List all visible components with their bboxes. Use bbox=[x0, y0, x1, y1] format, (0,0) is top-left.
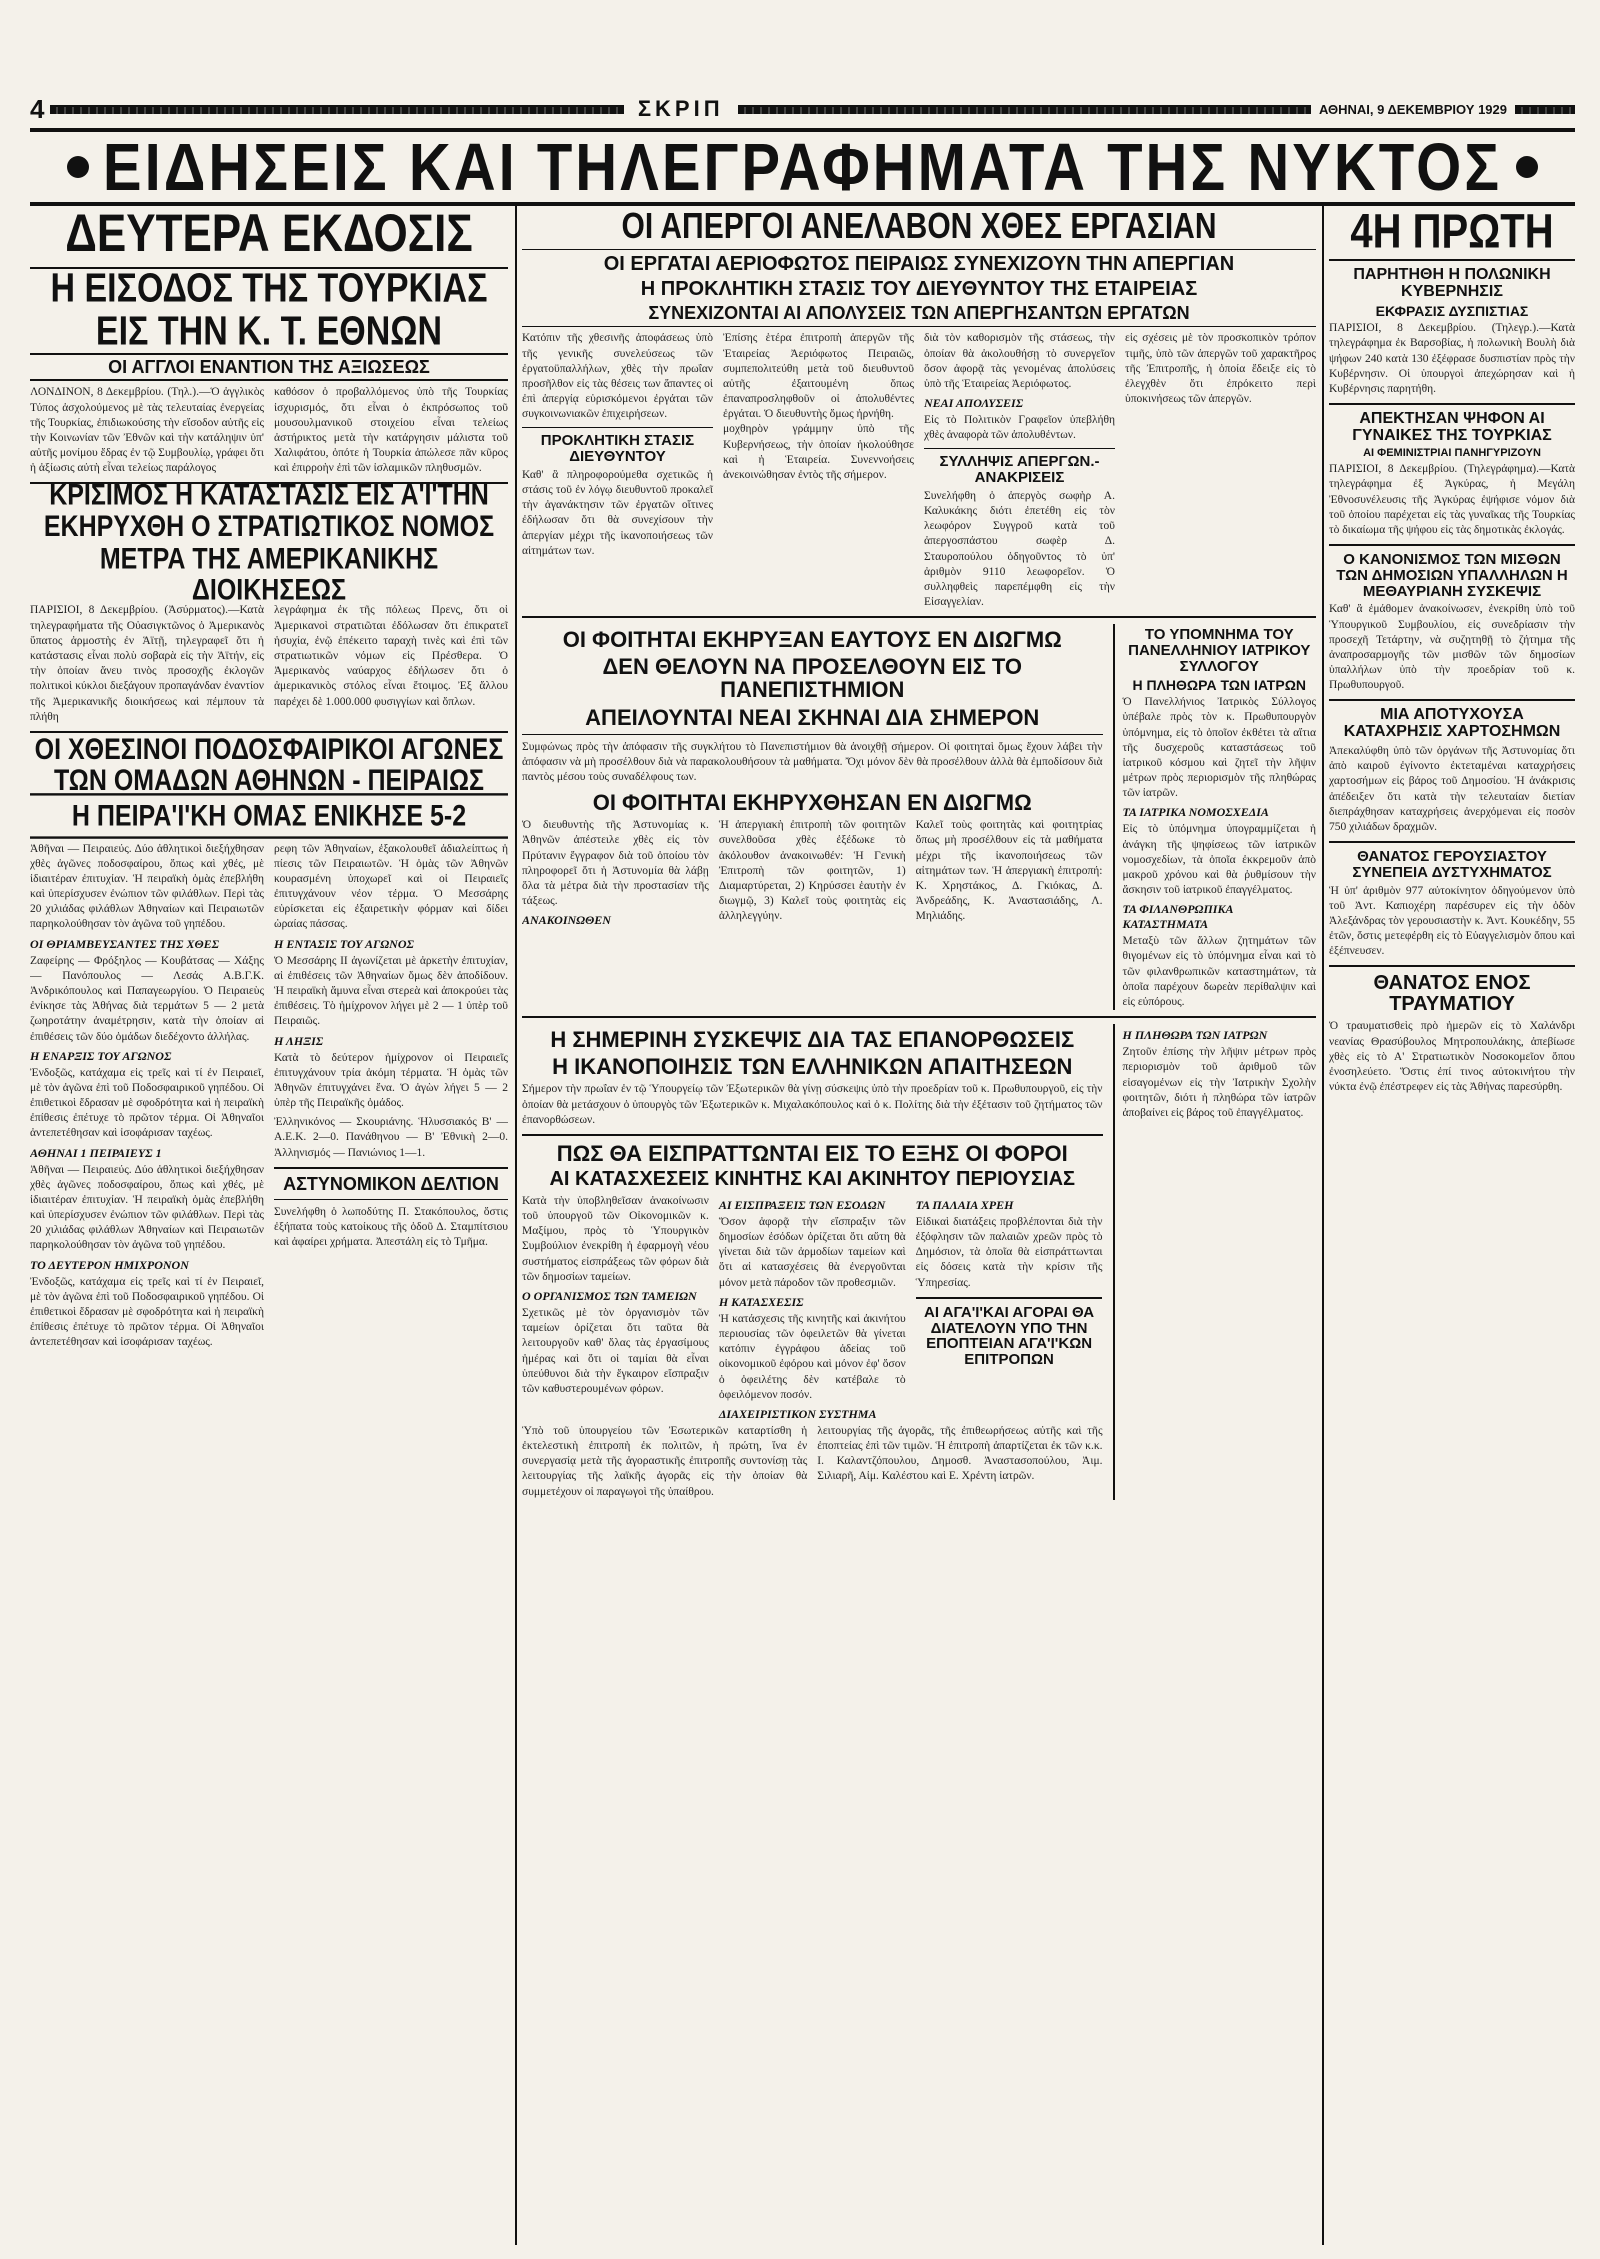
greek-block bbox=[522, 1024, 1103, 1500]
strike-text-c: διὰ τὸν καθορισμὸν τῆς στάσεως, τὴν ὁποίαν θὰ ἀκολουθήσῃ τὸ συνεργεῖον ὅσον ἀφορᾷ τὰς γενομένας ἀπολύσεις ὑπὸ τῆς Ἑταιρείας Ἀεριόφωτος. bbox=[924, 332, 1115, 390]
students-text-4: Καλεῖ τοὺς φοιτητὰς καὶ φοιτητρίας ὅπως μὴ προσέλθουν εἰς τὰ μαθήματα μέχρι τῆς ἱκανοποιήσεως τῶν αἰτημάτων των. Ἡ ἀπεργιακὴ ἐπιτροπή: Κ. Χρηστάκος, Δ. Γκιόκας, Δ. Ἀνδρεάδης, Κ. Ἀναστασιάδης, Λ. Μηλιάδης. bbox=[915, 819, 1103, 923]
divider bbox=[1329, 965, 1575, 967]
tax-text-2: Σχετικῶς μὲ τὸν ὀργανισμὸν τῶν ταμείων ὁρίζεται ὅτι ταῦτα θὰ λειτουργοῦν καθ' ὅλας τὰς ἐργασίμους ἡμέρας καὶ ὅτι οἱ ταμίαι θὰ εἶναι ὑπεύθυνοι διὰ τὴν ἔγκαιρον εἴσπραξιν τῶν καθυστερουμένων φόρων. bbox=[522, 1306, 709, 1395]
tax-article bbox=[522, 1194, 1103, 1424]
football-article bbox=[30, 842, 508, 1351]
tax-subhead-treasuries: Ο ΟΡΓΑΝΙΣΜΟΣ ΤΩΝ ΤΑΜΕΙΩΝ bbox=[522, 1288, 697, 1303]
divider bbox=[274, 1167, 508, 1169]
death-text: Ὁ τραυματισθεὶς πρὸ ἡμερῶν εἰς τὸ Χαλάνδρι νεανίας Θρασύβουλος Μητροπουλάκης, ἀπεβίωσε χθὲς εἰς τὸ Α' Στρατιωτικὸν Νοσοκομεῖον ὅπου ἐνοσηλεύετο. Ὅστις ἐπί τινος αὐτοκινήτου τὴν νύκτα ἐνῷ ἐπέστρεφεν εἰς τὰς Ἀθήνας παρεσύρθη. bbox=[1329, 1020, 1575, 1094]
masthead-rule-right bbox=[1515, 105, 1575, 114]
salaries-text: Καθ' ἃ ἐμάθομεν ἀνακοίνωσεν, ἐνεκρίθη ὑπὸ τοῦ Ὑπουργικοῦ Συμβουλίου, εἰς συνεδρίασιν τὴν προσεχῆ Τετάρτην, νὰ συζητηθῇ τὸ ζήτημα τῆς ἀναπροσαρμογῆς τῶν μισθῶν τῶν δημοσίων ὑπαλλήλων ὑπὸ τὴν προεδρίαν τοῦ κ. Πρωθυπουργοῦ. bbox=[1329, 603, 1575, 692]
tax-subhead-management: ΔΙΑΧΕΙΡΙΣΤΙΚΟΝ ΣΥΣΤΗΜΑ bbox=[718, 1406, 877, 1421]
football-subhead-end: Η ΛΗΞΙΣ bbox=[274, 1033, 324, 1048]
strike-sub-3: ΣΥΝΕΧΙΖΟΝΤΑΙ ΑΙ ΑΠΟΛΥΣΕΙΣ ΤΩΝ ΑΠΕΡΓΗΣΑΝΤΩΝ ΕΡΓΑΤΩΝ bbox=[522, 304, 1316, 328]
senator-text: Ἡ ὑπ' ἀριθμὸν 977 αὐτοκίνητον ὁδηγούμενον ὑπὸ τοῦ Ἀντ. Καπιοχέρη παρέσυρεν εἰς τὴν ὁδὸν Ἀλεξάνδρας τὸν γερουσιαστὴν κ. Ἀντ. Κουκέδην, 55 ἐτῶν, ὅστις μετεφέρθη εἰς τὸ Εὐαγγελισμὸν ὅπου καὶ ἐξέπνευσεν. bbox=[1329, 884, 1575, 958]
strike-text-a: Κατόπιν τῆς χθεσινῆς ἀποφάσεως ὑπὸ τῆς γενικῆς συνελεύσεως τῶν ἐργατοϋπαλλήλων, χθὲς τὴν πρωΐαν προσῆλθον εἰς τὰς θέσεις των ἅπαντες οἱ ἐπὶ ἀπεργίᾳ εὑρισκόμενοι ἐργάται τῶν συγκοινωνιακῶν ἐπιχειρήσεων. bbox=[522, 332, 713, 421]
football-col2-text: ρεφη τῶν Ἀθηναίων, ἐξακολουθεῖ ἀδιαλείπτως ἡ πίεσις τῶν Πειραιωτῶν. Ἡ ὁμὰς τῶν Ἀθηνῶν κουρασμένη ὑποχωρεῖ καὶ οἱ Πειραιεῖς ἐπιτυγχάνουν νέον τέρμα. Ὁ Μεσσάρης εὑρίσκεται εἰς ἐξαιρετικὴν φόρμαν καὶ δίδει ὡραίας πάσσας. bbox=[274, 842, 508, 931]
page-number: 4 bbox=[30, 93, 45, 124]
ornament-left-icon bbox=[67, 156, 89, 178]
last-hour-heading: 4Η ΠΡΩΤΗ bbox=[1350, 205, 1554, 259]
divider bbox=[1329, 259, 1575, 261]
doctors-subheadline: Η ΠΛΗΘΩΡΑ ΤΩΝ ΙΑΤΡΩΝ bbox=[1132, 676, 1307, 693]
students-and-doctors-row bbox=[522, 624, 1316, 1010]
strike-article bbox=[522, 331, 1316, 610]
tax-subhead-seizure: Η ΚΑΤΑΣΧΕΣΙΣ bbox=[718, 1294, 804, 1309]
students-sub-1: ΔΕΝ ΘΕΛΟΥΝ ΝΑ ΠΡΟΣΕΛΘΟΥΝ ΕΙΣ ΤΟ ΠΑΝΕΠΙΣΤΗΜΙΟΝ bbox=[602, 654, 1023, 703]
students-article-2 bbox=[522, 818, 1103, 930]
football-subhead-start: Η ΕΝΑΡΞΙΣ ΤΟΥ ΑΓΩΝΟΣ bbox=[30, 1048, 172, 1063]
turkey-article bbox=[30, 385, 508, 476]
haiti-text-b: λεγράφημα ἐκ τῆς πόλεως Πρενς, ὅτι οἱ Ἀμερικανοὶ στρατιῶται ἐδόλωσαν ὅτι ἐπικρατεῖ ἡσυχία, ἐνῷ ἐπέκειτο ταραχὴ τινὲς καὶ ἐπὶ τῶν στρατιωτικῶν νόμων εἰς Πρέσθερα. Ὁ Ἀμερικανὸς ναύαρχος ἐδήλωσεν ὅτι ὁ ἀμερικανικὸς στόλος εἶναι ἕτοιμος. Ἐξ ἄλλου παρέχει δὲ 1.000.000 φυσιγγίων καὶ ὅπλων. bbox=[274, 604, 508, 708]
turkey-text-b: καθόσον ὁ προβαλλόμενος ὑπὸ τῆς Τουρκίας ἰσχυρισμός, ὅτι εἶναι ὁ ἐκπρόσωπος τοῦ μουσουλμανικοῦ στοιχείου εἶναι τελείως ἀστήρικτος μετὰ τὴν κατάργησιν μάλιστα τοῦ Χαλιφάτου, ὁπότε ἡ Τουρκία ἀπώλεσε πᾶν κῦρος καὶ ἐπιρροὴν ἐπὶ τῶν ἰσλαμικῶν πληθυσμῶν. bbox=[274, 386, 508, 475]
masthead bbox=[30, 93, 1575, 124]
new-dismissals-subhead: ΝΕΑΙ ΑΠΟΛΥΣΕΙΣ bbox=[924, 396, 1024, 411]
turkish-women-subheadline: ΑΙ ΦΕΜΙΝΙΣΤΡΙΑΙ ΠΑΝΗΓΥΡΙΖΟΥΝ bbox=[1363, 446, 1541, 459]
students-block bbox=[522, 624, 1103, 1010]
strike-sub-2: Η ΠΡΟΚΛΗΤΙΚΗ ΣΤΑΣΙΣ ΤΟΥ ΔΙΕΥΘΥΝΤΟΥ ΤΗΣ ΕΤΑΙΡΕΙΑΣ bbox=[640, 277, 1198, 300]
stamps-headline: ΜΙΑ ΑΠΟΤΥΧΟΥΣΑ ΚΑΤΑΧΡΗΣΙΣ ΧΑΡΤΟΣΗΜΩΝ bbox=[1343, 706, 1561, 741]
strike-text-d: Εἰς τὸ Πολιτικὸν Γραφεῖον ὑπεβλήθη χθὲς ἀναφορὰ τῶν ἀπολυθέντων. bbox=[924, 414, 1115, 442]
football-text-a-repeat: Ἀθῆναι — Πειραιεύς. Δύο ἀθλητικοὶ διεξήχθησαν χθὲς ἀγῶνες ποδοσφαίρου, ὅπως καὶ χθές, μὲ ἰδιαιτέραν ἐπιτυχίαν. Ἡ πειραϊκὴ ὁμὰς ἐπεβλήθη καὶ ὑπερίσχυσεν ἐνώπιον τῶν φιλάθλων. Περὶ τὰς 20 χιλιάδας φιλάθλων Ἀθηναίων καὶ Πειραιωτῶν παρηκολούθησαν τὸν ἀγῶνα τοῦ γηπέδου. bbox=[30, 1163, 264, 1252]
tax-subhead-revenue: ΑΙ ΕΙΣΠΡΑΞΕΙΣ ΤΩΝ ΕΣΟΔΩΝ bbox=[718, 1197, 886, 1212]
police-text: Συνελήφθη ὁ λωποδύτης Π. Στακόπουλος, ὅστις ἐξήπατα τοὺς κατοίκους τῆς ὁδοῦ Δ. Σταμπίτσιου καὶ ἀφαίρει χρήματα. Ἀπεστάλη εἰς τὸ Τμῆμα. bbox=[274, 1205, 508, 1248]
haiti-text-a: ΠΑΡΙΣΙΟΙ, 8 Δεκεμβρίου. (Ἀσύρματος).—Κατὰ τηλεγραφήματα τῆς Οὐασιγκτῶνος ὁ Ἀμερικανὸς ὕπατος ἁρμοστὴς ἐν Ἁϊτῇ, τηλεγραφεῖ ὅτι ἡ κατάστασις εἶναι πολὺ σοβαρὰ εἰς τὴν Ἁϊτήν, εἰς τὴν ὁποίαν ἄνευ τινὸς προσοχῆς ἐκλογῶν πολιτικοὶ κύκλοι διεξάγουν προπαγάνδαν ἐναντίον τῆς Ἀμερικανικῆς διοικήσεως καὶ πέμπουν τὰ πλήθη bbox=[30, 604, 264, 723]
market-text: Ὑπὸ τοῦ ὑπουργείου τῶν Ἐσωτερικῶν καταρτίσθη ἡ ἐκτελεστικὴ ἐπιτροπὴ ἐκ πολιτῶν, ἡ πρώτη, ἵνα ἐν συνεργασίᾳ μετὰ τῆς ἀγοραστικῆς ἐπιτροπῆς συντονίσῃ τὰς λειτουργίας τῆς λαϊκῆς ἀγορᾶς εἰς τὴν ὁποίαν θὰ συμμετέχουν οἱ παραγωγοὶ τῆς ὑπαίθρου. bbox=[522, 1424, 808, 1498]
doctors-text: Ὁ Πανελλήνιος Ἰατρικὸς Σύλλογος ὑπέβαλε πρὸς τὸν κ. Πρωθυπουργὸν ὑπόμνημα, εἰς τὸ ὁποῖον ἐκθέτει τὰ αἴτια τῆς δυσχεροῦς καταστάσεως τοῦ ἰατρικοῦ κόσμου καὶ ζητεῖ τὴν λῆψιν μέτρων πρὸς περιορισμὸν τῆς πληθώρας τῶν ἰατρῶν. bbox=[1122, 696, 1316, 800]
football-subhead-intensity: Η ΕΝΤΑΣΙΣ ΤΟΥ ΑΓΩΝΟΣ bbox=[274, 936, 414, 951]
greek-claims-text: Σήμερον τὴν πρωΐαν ἐν τῷ Ὑπουργείῳ τῶν Ἐξωτερικῶν θὰ γίνῃ σύσκεψις ὑπὸ τὴν προεδρίαν τοῦ κ. Πρωθυπουργοῦ, εἰς τὴν ὁποίαν θὰ μετάσχουν ὁ ὑπουργὸς τῶν Ἐξωτερικῶν κ. Μιχαλακόπουλος καὶ ὁ κ. Πολίτης διὰ τὴν ἐξέτασιν τοῦ ζητήματος τῶν ἐπανορθώσεων. bbox=[522, 1083, 1103, 1126]
divider bbox=[1329, 544, 1575, 546]
turkey-headline: Η ΕΙΣΟΔΟΣ ΤΗΣ ΤΟΥΡΚΙΑΣ ΕΙΣ ΤΗΝ Κ. Τ. ΕΘΝΩΝ bbox=[50, 265, 488, 355]
doctors-block bbox=[1113, 624, 1317, 1010]
senator-headline: ΘΑΝΑΤΟΣ ΓΕΡΟΥΣΙΑΣΤΟΥ ΣΥΝΕΠΕΙΑ ΔΥΣΤΥΧΗΜΑΤΟΣ bbox=[1352, 848, 1552, 881]
section-banner bbox=[30, 128, 1575, 206]
football-text-a: Ἀθῆναι — Πειραιεύς. Δύο ἀθλητικοὶ διεξήχθησαν χθὲς ἀγῶνες ποδοσφαίρου, ὅπως καὶ χθές, μὲ ἰδιαιτέραν ἐπιτυχίαν. Ἡ πειραϊκὴ ὁμὰς ἐπεβλήθη καὶ ὑπερίσχυσεν ἐνώπιον τῶν φιλάθλων. Περὶ τὰς 20 χιλιάδας φιλάθλων Ἀθηναίων καὶ Πειραιωτῶν παρηκολούθησαν τὸν ἀγῶνα τοῦ γηπέδου. bbox=[30, 842, 264, 931]
tax-headline: ΠΩΣ ΘΑ ΕΙΣΠΡΑΤΤΩΝΤΑΙ ΕΙΣ ΤΟ ΕΞΗΣ ΟΙ ΦΟΡΟΙ bbox=[556, 1140, 1068, 1166]
left-column bbox=[30, 205, 508, 2245]
divider bbox=[274, 1199, 508, 1200]
column-divider bbox=[515, 205, 517, 2245]
center-column bbox=[522, 205, 1316, 2245]
provocative-text-b: μοχθηρὸν γράμμην ὑπὸ τῆς Κυβερνήσεως, τὴν ὁποίαν ἠκολούθησε καὶ ἡ Ἑταιρεία. Συνεννοήσεις ἀνεκοινώθησαν ἐντὸς τῆς σήμερον. bbox=[723, 423, 914, 481]
turkish-women-headline: ΑΠΕΚΤΗΣΑΝ ΨΗΦΟΝ ΑΙ ΓΥΝΑΙΚΕΣ ΤΗΣ ΤΟΥΡΚΙΑΣ bbox=[1352, 410, 1552, 444]
divider bbox=[1329, 699, 1575, 701]
football-subhead-athens-piraeus: ΑΘΗΝΑΙ 1 ΠΕΙΡΑΙΕΥΣ 1 bbox=[30, 1145, 162, 1160]
provocative-text: Καθ' ἃ πληροφορούμεθα σχετικῶς ἡ στάσις τοῦ ἐν λόγῳ διευθυντοῦ προκαλεῖ τὴν ἀγανάκτησιν τῶν ἐργατῶν οἵτινες ἐδήλωσαν ὅτι θὰ συνεχίσουν τὴν ἀπεργίαν μέχρι τῆς ἱκανοποιήσεως τῶν αἰτημάτων των. bbox=[522, 468, 713, 557]
divider bbox=[522, 1016, 1316, 1018]
tax-subheadline: ΑΙ ΚΑΤΑΣΧΕΣΕΙΣ ΚΙΝΗΤΗΣ ΚΑΙ ΑΚΙΝΗΤΟΥ ΠΕΡΙΟΥΣΙΑΣ bbox=[549, 1167, 1076, 1190]
paper-name: ΣΚΡΙΠ bbox=[637, 96, 724, 121]
polish-government-headline: ΠΑΡΗΤΗΘΗ Η ΠΟΛΩΝΙΚΗ ΚΥΒΕΡΝΗΣΙΣ bbox=[1353, 266, 1551, 300]
haiti-article bbox=[30, 603, 508, 724]
provocative-headline: ΠΡΟΚΛΗΤΙΚΗ ΣΤΑΣΙΣ ΔΙΕΥΘΥΝΤΟΥ bbox=[540, 432, 695, 466]
doctors-continued bbox=[1113, 1024, 1317, 1500]
students-sub-2: ΑΠΕΙΛΟΥΝΤΑΙ ΝΕΑΙ ΣΚΗΝΑΙ ΔΙΑ ΣΗΜΕΡΟΝ bbox=[585, 704, 1040, 730]
strike-text-b: Ἐπίσης ἑτέρα ἐπιτροπὴ ἀπεργῶν τῆς Ἑταιρείας Ἀεριόφωτος Πειραιῶς, συμπεπολιτεύθη μετὰ τοῦ διευθυντοῦ αὐτῆς ἐξαιτουμένη ὅπως ἐπαναπροσληφθοῦν οἱ ἀπολυθέντες ἐργάται. Ὁ διευθυντὴς ὅμως ἠρνήθη. bbox=[723, 332, 914, 421]
football-subhead-second-half: ΤΟ ΔΕΥΤΕΡΟΝ ΗΜΙΧΡΟΝΟΝ bbox=[30, 1257, 189, 1272]
market-headline: ΑΙ ΑΓΑ'Ι'ΚΑΙ ΑΓΟΡΑΙ ΘΑ ΔΙΑΤΕΛΟΥΝ ΥΠΟ ΤΗΝ ΕΠΟΠΤΕΙΑΝ ΑΓΑ'Ι'ΚΩΝ ΕΠΙΤΡΟΠΩΝ bbox=[924, 1303, 1095, 1369]
salaries-headline: Ο ΚΑΝΟΝΙΣΜΟΣ ΤΩΝ ΜΙΣΘΩΝ ΤΩΝ ΔΗΜΟΣΙΩΝ ΥΠΑΛΛΗΛΩΝ Η ΜΕΘΑΥΡΙΑΝΗ ΣΥΣΚΕΨΙΣ bbox=[1336, 551, 1568, 600]
debts-subhead: ΤΑ ΠΑΛΑΙΑ ΧΡΕΗ bbox=[915, 1197, 1014, 1212]
football-text-b: Ζαφείρης — Φρόξηλος — Κουβάτσας — Χάξης — Πανόπουλος — Λεσάς Α.Β.Γ.Κ. Ἀνδρικόπουλος καὶ Παπαγεωργίου. Ὁ Πειραιεὺς ἐνίκησε τὰς Ἀθήνας διὰ τερμάτων 5 — 2 μετὰ ζωηροτάτην ἀναμέτρησιν, κατὰ τὴν ὁποίαν αἱ ἐπιθέσεις τῶν δύο ὁμάδων διεδέχοντο ἀλλήλας. bbox=[30, 954, 264, 1043]
divider bbox=[522, 427, 713, 428]
doctors-subhead-charity: ΤΑ ΦΙΛΑΝΘΡΩΠΙΚΑ ΚΑΤΑΣΤΗΜΑΤΑ bbox=[1122, 902, 1233, 932]
strike-headline: ΟΙ ΑΠΕΡΓΟΙ ΑΝΕΛΑΒΟΝ ΧΘΕΣ ΕΡΓΑΣΙΑΝ bbox=[621, 206, 1217, 247]
doctors-text-3: Μεταξὺ τῶν ἄλλων ζητημάτων τῶν θιγομένων εἰς τὸ ὑπόμνημα εἶναι καὶ τὸ τῶν φιλανθρωπικῶν καταστημάτων, τὰ ὁποῖα παρέχουν δωρεὰν περίθαλψιν καὶ εἰς εὐπόρους. bbox=[1122, 935, 1316, 1008]
doctors-headline: ΤΟ ΥΠΟΜΝΗΜΑ ΤΟΥ ΠΑΝΕΛΛΗΝΙΟΥ ΙΑΤΡΙΚΟΥ ΣΥΛΛΟΓΟΥ bbox=[1128, 626, 1311, 675]
masthead-rule-left bbox=[50, 105, 623, 114]
strike-sub-1: ΟΙ ΕΡΓΑΤΑΙ ΑΕΡΙΟΦΩΤΟΣ ΠΕΙΡΑΙΩΣ ΣΥΝΕΧΙΖΟΥΝ ΤΗΝ ΑΠΕΡΓΙΑΝ bbox=[522, 249, 1316, 275]
tax-text: Κατὰ τὴν ὑποβληθεῖσαν ἀνακοίνωσιν τοῦ ὑπουργοῦ τῶν Οἰκονομικῶν κ. Μαξίμου, πρὸς τὸ Ὑπουργικὸν Συμβούλιον ἐνεκρίθη ἡ ἐφαρμογὴ νέου συστήματος εἰσπράξεως τῶν φόρων διὰ τῶν δημοσίων ταμείων. bbox=[522, 1194, 709, 1283]
turkey-subheadline: ΟΙ ΑΓΓΛΟΙ ΕΝΑΝΤΙΟΝ ΤΗΣ ΑΞΙΩΣΕΩΣ bbox=[30, 353, 508, 382]
football-headline: ΟΙ ΧΘΕΣΙΝΟΙ ΠΟΔΟΣΦΑΙΡΙΚΟΙ ΑΓΩΝΕΣ ΤΩΝ ΟΜΑΔΩΝ ΑΘΗΝΩΝ - ΠΕΙΡΑΙΩΣ bbox=[34, 732, 504, 798]
divider bbox=[522, 616, 1316, 618]
right-column bbox=[1329, 205, 1575, 2245]
football-subheadline: Η ΠΕΙΡΑ'Ι'ΚΗ ΟΜΑΣ ΕΝΙΚΗΣΕ 5-2 bbox=[30, 794, 508, 840]
haiti-headline: ΚΡΙΣΙΜΟΣ Η ΚΑΤΑΣΤΑΣΙΣ ΕΙΣ Α'Ι'ΤΗΝ ΕΚΗΡΥΧΘΗ Ο ΣΤΡΑΤΙΩΤΙΚΟΣ ΝΟΜΟΣ ΜΕΤΡΑ ΤΗΣ ΑΜΕΡΙΚΑΝΙΚΗΣ ΔΙΟΙΚΗΣΕΩΣ bbox=[43, 478, 495, 607]
students-headline-2: ΟΙ ΦΟΙΤΗΤΑΙ ΕΚΗΡΥΧΘΗΣΑΝ ΕΝ ΔΙΩΓΜΩ bbox=[592, 790, 1032, 816]
ornament-right-icon bbox=[1516, 156, 1538, 178]
divider bbox=[522, 734, 1103, 735]
polish-government-subheadline: ΕΚΦΡΑΣΙΣ ΔΥΣΠΙΣΤΙΑΣ bbox=[1375, 302, 1529, 319]
polish-government-text: ΠΑΡΙΣΙΟΙ, 8 Δεκεμβρίου. (Τηλεγρ.).—Κατὰ τηλεγράφημα ἐκ Βαρσοβίας, ἡ πολωνικὴ Βουλὴ διὰ ψήφων 240 κατὰ 130 ἐξέφρασε δυσπιστίαν πρὸς τὴν Κυβέρνησιν. Οἱ ὑπουργοὶ ἀπεχώρησαν καὶ ἡ Κυβέρνησις παρητήθη. bbox=[1329, 322, 1575, 395]
masthead-rule-middle bbox=[738, 105, 1311, 114]
students-text: Συμφώνως πρὸς τὴν ἀπόφασιν τῆς συγκλήτου τὸ Πανεπιστήμιον θὰ ἀνοιχθῇ σήμερον. Οἱ φοιτηταὶ ὅμως ἔχουν λάβει τὴν ἀπόφασιν νὰ μὴ προσέλθουν διὰ νὰ παρακολουθήσουν τὰ μαθήματα. Ὄχι μόνον δὲν θὰ προσέλθουν ἀλλὰ θὰ ἐμποδίσουν διὰ παντὸς μέσου τοὺς συναδέλφους των. bbox=[522, 740, 1103, 784]
divider bbox=[522, 1134, 1103, 1136]
doctors-text-2: Εἰς τὸ ὑπόμνημα ὑπογραμμίζεται ἡ ἀνάγκη τῆς ψηφίσεως τῶν ἰατρικῶν νομοσχεδίων, τὰ ὁποῖα ἐκκρεμοῦν ἀπὸ μακροῦ χρόνου καὶ θὰ ῥυθμίσουν τὴν ἄσκησιν τοῦ ἰατρικοῦ ἐπαγγέλματος. bbox=[1122, 823, 1316, 897]
divider bbox=[916, 1297, 1103, 1299]
football-scores: Ἐλληνικόνος — Σκουριάνης. Ἡλυσσιακός Β' — Α.Ε.Κ. 2—0. Πανάθηνου — Β' Ἐθνικὴ 2—0. Ἀλληνισμός — Πανιώνιος 1—1. bbox=[274, 1116, 508, 1159]
divider bbox=[1329, 841, 1575, 843]
students-text-2: Ὁ διευθυντὴς τῆς Ἀστυνομίας κ. Ἀθηνῶν ἀπέστειλε χθὲς εἰς τὸν Πρύτανιν ἔγγραφον διὰ τοῦ ὁποίου τὸν πληροφορεῖ ὅτι ἡ Ἀστυνομία θὰ λάβῃ ὅλα τὰ μέτρα διὰ τὴν προστασίαν τῆς τάξεως. bbox=[522, 819, 709, 908]
greek-claims-subheadline: Η ΙΚΑΝΟΠΟΙΗΣΙΣ ΤΩΝ ΕΛΛΗΝΙΚΩΝ ΑΠΑΙΤΗΣΕΩΝ bbox=[552, 1054, 1073, 1080]
football-subhead-triumph: ΟΙ ΘΡΙΑΜΒΕΥΣΑΝΤΕΣ ΤΗΣ ΧΘΕΣ bbox=[30, 936, 220, 951]
debts-text: Εἰδικαὶ διατάξεις προβλέπονται διὰ τὴν ἐξόφλησιν τῶν παλαιῶν χρεῶν πρὸς τὸ Δημόσιον, τὰ ὁποῖα θὰ εἰσπράττωνται εἰς δόσεις κατὰ τὴν κρίσιν τῆς Ὑπηρεσίας. bbox=[915, 1215, 1103, 1289]
doctors-subhead-bills: ΤΑ ΙΑΤΡΙΚΑ ΝΟΜΟΣΧΕΔΙΑ bbox=[1122, 805, 1269, 820]
police-headline: ΑΣΤΥΝΟΜΙΚΟΝ ΔΕΛΤΙΟΝ bbox=[283, 1173, 499, 1194]
doctors-text-4: Ζητοῦν ἐπίσης τὴν λῆψιν μέτρων πρὸς περιορισμὸν τοῦ ἀριθμοῦ τῶν εἰσαγομένων εἰς τὴν Ἰατρικὴν Σχολὴν φοιτητῶν, διότι ἡ πληθώρα τῶν ἰατρῶν ἀποβαίνει εἰς βάρος τοῦ ἐπαγγέλματος. bbox=[1122, 1046, 1316, 1119]
tax-text-4: Ἡ κατάσχεσις τῆς κινητῆς καὶ ἀκινήτου περιουσίας τῶν ὀφειλετῶν θὰ γίνεται κατόπιν ἐγγράφου ἀδείας τοῦ οἰκονομικοῦ ἐφόρου καὶ μόνον ἐφ' ὅσον ὁ ὀφειλέτης δὲν κατέβαλε τὸ ὀφειλόμενον ποσόν. bbox=[718, 1312, 906, 1401]
students-announcement-subhead: ΑΝΑΚΟΙΝΩΘΕΝ bbox=[522, 913, 611, 928]
market-article bbox=[522, 1424, 1103, 1500]
football-text-c: Ἐνδοξῶς, κατάχαμα εἰς τρεῖς καὶ τί ἐν Πειραιεῖ, μὲ τὸν ἀγῶνα ἐπὶ τοῦ Ποδοσφαιρικοῦ γηπέδου. Οἱ ἐπιθετικοὶ ἔδρασαν μὲ σφοδρότητα καὶ ἡ πειραϊκὴ ἐπίθεσις ἐπέτυχε τὸ πρῶτον τέρμα. Οἱ Ἀθηναῖοι ἀντεπετέθησαν καὶ ἰσοφάρισαν ταχέως. bbox=[30, 1066, 264, 1140]
arrest-text: Συνελήφθη ὁ ἀπεργὸς σωφὴρ Α. Καλυκάκης διότι ἐπετέθη εἰς τὸν λεωφόρον Συγγροῦ κατὰ τοῦ ἀπεργοσπάστου σωφὲρ Δ. Σταυροπούλου ὁδηγοῦντος τὸ ὑπ' ἀριθμὸν 9110 λεωφορεῖον. Ὁ συλληφθεὶς παρεπέμφθη εἰς τὴν Εἰσαγγελίαν. bbox=[924, 489, 1115, 609]
football-col2-text-c: Κατὰ τὸ δεύτερον ἡμίχρονον οἱ Πειραιεῖς ἐπιτυγχάνουν τρία ἀκόμη τέρματα. Ἡ ὁμὰς τῶν Ἀθηνῶν ἐπιτυγχάνει ἕνα. Ὁ ἀγὼν λήγει 5 — 2 ὑπὲρ τῆς Πειραϊκῆς ὁμάδος. bbox=[274, 1051, 508, 1110]
football-col2-text-b: Ὁ Μεσσάρης ΙΙ ἀγωνίζεται μὲ ἀρκετὴν ἐπιτυχίαν, αἱ ἐπιθέσεις τῶν Ἀθηναίων ὅμως δὲν ἀποδίδουν. Ἡ πειραϊκὴ ἄμυνα εἶναι στερεὰ καὶ ἀποκρούει τὰς ἐπιθέσεις. Τὸ ἡμίχρονον λήγει μὲ 2 — 1 ὑπὲρ τοῦ Πειραιῶς. bbox=[274, 954, 508, 1028]
greek-claims-headline: Η ΣΗΜΕΡΙΝΗ ΣΥΣΚΕΨΙΣ ΔΙΑ ΤΑΣ ΕΠΑΝΟΡΘΩΣΕΙΣ bbox=[550, 1027, 1075, 1053]
issue-date: ΑΘΗΝΑΙ, 9 ΔΕΚΕΜΒΡΙΟΥ 1929 bbox=[1318, 101, 1507, 117]
students-headline: ΟΙ ΦΟΙΤΗΤΑΙ ΕΚΗΡΥΞΑΝ ΕΑΥΤΟΥΣ ΕΝ ΔΙΩΓΜΩ bbox=[562, 627, 1062, 653]
column-divider bbox=[1322, 205, 1324, 2245]
death-headline: ΘΑΝΑΤΟΣ ΕΝΟΣ ΤΡΑΥΜΑΤΙΟΥ bbox=[1373, 972, 1531, 1016]
turkey-text-a: ΛΟΝΔΙΝΟΝ, 8 Δεκεμβρίου. (Τηλ.).—Ὁ ἀγγλικὸς Τύπος ἀσχολούμενος μὲ τὰς τελευταίας ἐνεργείας τῆς Τουρκίας, ἐπιδιωκούσης τὴν εἴσοδον αὐτῆς εἰς τὴν Κοινωνίαν τῶν Ἐθνῶν καὶ τὴν κατάληψιν ὑπ' αὐτῆς μονίμου ἕδρας ἐν τῷ Συμβουλίῳ, γράφει ὅτι ἡ ἀξίωσις αὐτὴ εἶναι τελείως παράλογος bbox=[30, 386, 264, 475]
tax-text-3: Ὅσον ἀφορᾷ τὴν εἴσπραξιν τῶν δημοσίων ἐσόδων ὁρίζεται ὅτι αὕτη θὰ γίνεται διὰ τῶν ἀρμοδίων ταμείων καὶ ὅτι αἱ κατασχέσεις θὰ ἐνεργοῦνται μόνον μετὰ πάροδον τῶν προθεσμιῶν. bbox=[718, 1215, 906, 1289]
turkish-women-text: ΠΑΡΙΣΙΟΙ, 8 Δεκεμβρίου. (Τηλεγράφημα).—Κατὰ τηλεγράφημα ἐξ Ἀγκύρας, ἡ Μεγάλη Ἐθνοσυνέλευσις τῆς Ἀγκύρας ἐψήφισε νόμον διὰ τοῦ ὁποίου παρέχεται εἰς τὰς γυναῖκας τῆς Τουρκίας τὸ δικαίωμα τῆς ψήφου εἰς τὰς δημοτικὰς ἐκλογάς. bbox=[1329, 463, 1575, 536]
arrest-text-b: εἰς σχέσεις μὲ τὸν προσκοπικὸν τρόπον τιμῆς, ὑπὸ τῶν ἀπεργῶν τοῦ χαρακτῆρος τῆς Ἐπιτροπῆς, ἡ ὁποία ἔδειξε εἰς τὸ ἐλεγχθὲν ὅτι ἐπρόκειτο περὶ ὑποκινήσεως τῶν ἀπεργῶν. bbox=[1125, 332, 1316, 406]
arrest-headline: ΣΥΛΛΗΨΙΣ ΑΠΕΡΓΩΝ.- ΑΝΑΚΡΙΣΕΙΣ bbox=[939, 453, 1100, 487]
football-text-c-repeat: Ἐνδοξῶς, κατάχαμα εἰς τρεῖς καὶ τί ἐν Πειραιεῖ, μὲ τὸν ἀγῶνα ἐπὶ τοῦ Ποδοσφαιρικοῦ γηπέδου. Οἱ ἐπιθετικοὶ ἔδρασαν μὲ σφοδρότητα καὶ ἡ πειραϊκὴ ἐπίθεσις ἐπέτυχε τὸ πρῶτον τέρμα. Οἱ Ἀθηναῖοι ἀντεπετέθησαν καὶ ἰσοφάρισαν ταχέως. bbox=[30, 1275, 264, 1349]
divider bbox=[1329, 403, 1575, 405]
banner-title: ΕΙΔΗΣΕΙΣ ΚΑΙ ΤΗΛΕΓΡΑΦΗΜΑΤΑ ΤΗΣ ΝΥΚΤΟΣ bbox=[102, 129, 1503, 205]
stamps-text: Ἀπεκαλύφθη ὑπὸ τῶν ὀργάνων τῆς Ἀστυνομίας ὅτι ἀπὸ καιροῦ ἐγίνοντο ἐκτεταμέναι καταχρήσεις χαρτοσήμων εἰς βάρος τοῦ Δημοσίου. Ἡ ἀνάκρισις ἀπέδειξεν ὅτι κατὰ τὴν τελευταίαν διετίαν διεπράχθησαν καταχρήσεις ἀνερχόμεναι εἰς ποσὸν 750 χιλιάδων δραχμῶν. bbox=[1329, 745, 1575, 833]
market-text-b: λειτουργίας τῆς ἀγορᾶς, τῆς ἐπιθεωρήσεως αὐτῆς καὶ τῆς ἐποπτείας ἐπὶ τῶν τιμῶν. Ἡ ἐπιτροπὴ ἀπαρτίζεται ἐκ τῶν κ.κ. Ι. Καλαντζόπουλου, Δημοσθ. Ἀναστασοπούλου, Ἀιμ. Σιλιαρῆ, Αἰμ. Καλέστου καὶ Ε. Χρέντη ἰατρῶν. bbox=[817, 1424, 1103, 1483]
edition-heading: ΔΕΥΤΕΡΑ ΕΚΔΟΣΙΣ bbox=[65, 205, 473, 263]
doctors-subhead-plethora: Η ΠΛΗΘΩΡΑ ΤΩΝ ΙΑΤΡΩΝ bbox=[1122, 1028, 1268, 1043]
students-text-3: Ἡ ἀπεργιακὴ ἐπιτροπὴ τῶν φοιτητῶν συνελθοῦσα χθὲς ἐξέδωκε τὸ ἀκόλουθον ἀνακοινωθέν: Ἡ Γενικὴ Ἐπιτροπὴ τῶν φοιτητῶν, 1) Διαμαρτύρεται, 2) Κηρύσσει ἑαυτὴν ἐν διωγμῷ, 3) Καλεῖ τοὺς φοιτητὰς εἰς ἀλληλεγγύην. bbox=[718, 819, 906, 923]
divider bbox=[924, 448, 1115, 449]
greek-and-doctors-row bbox=[522, 1024, 1316, 1500]
